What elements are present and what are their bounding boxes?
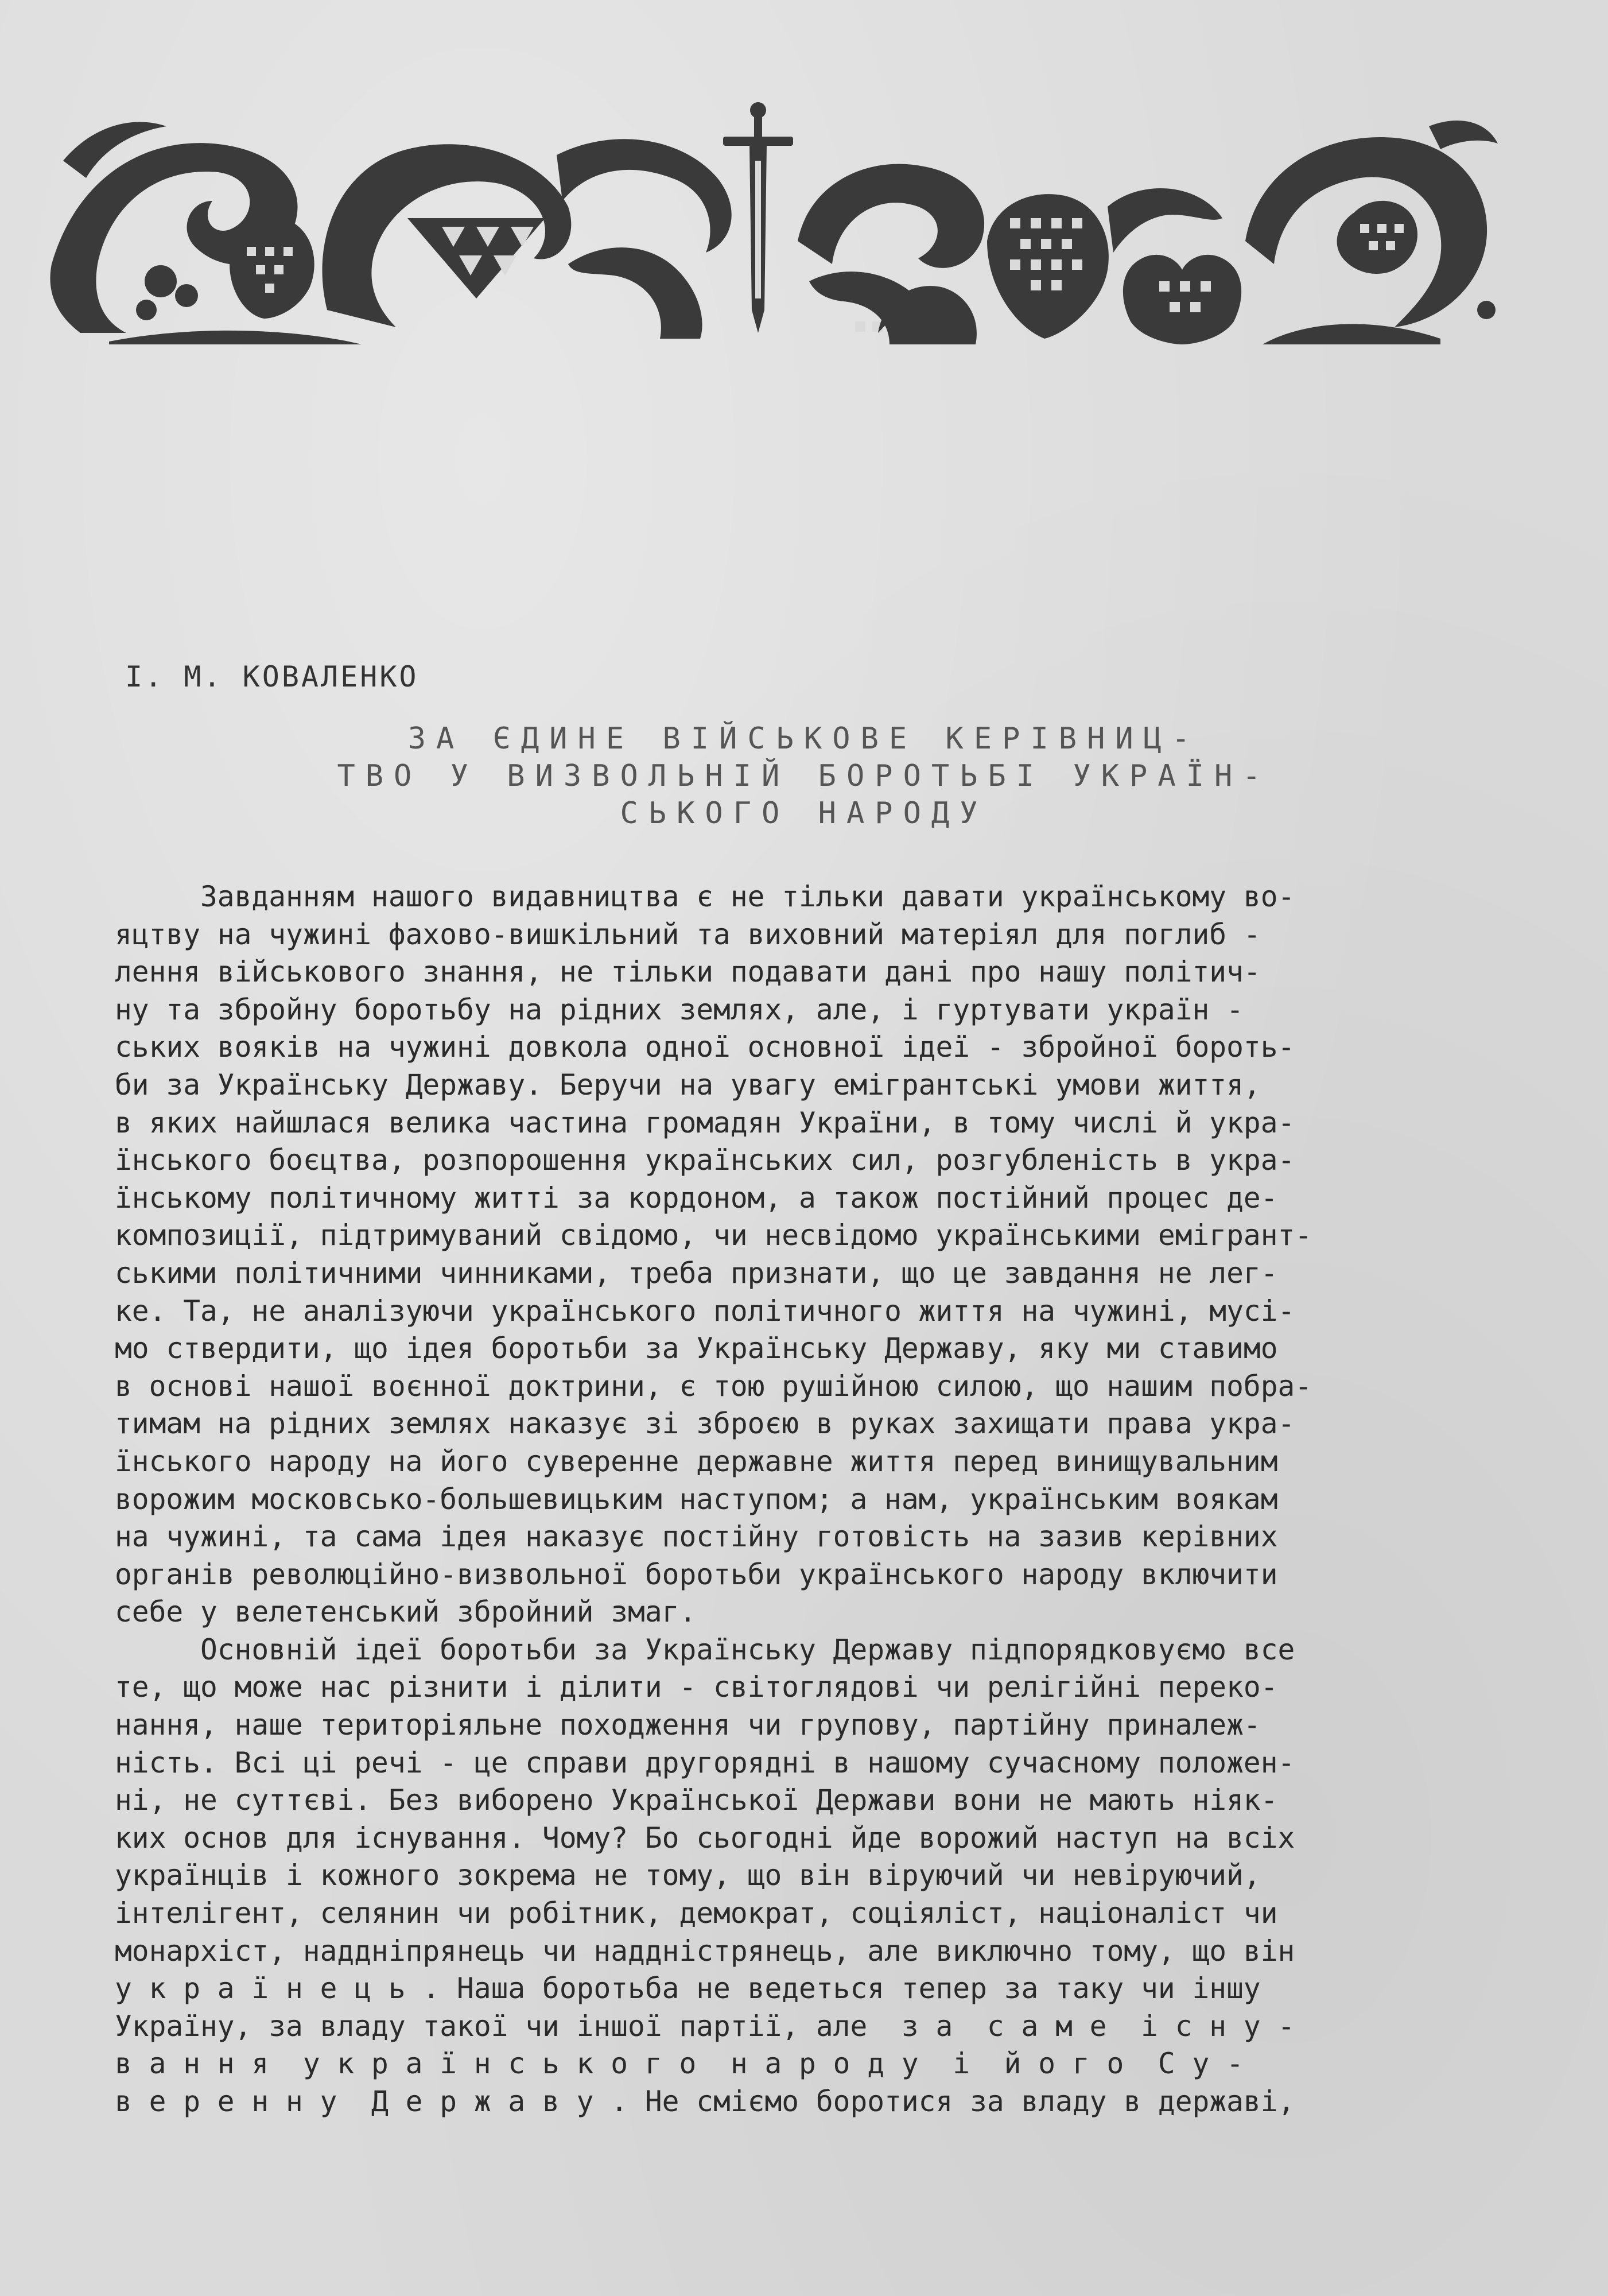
body-line: яцтву на чужині фахово-вишкільний та виховний матеріял для поглиб - [115,917,1261,951]
body-line: в основі нашої воєнної доктрини, є тою рушійною силою, що нашим побра- [115,1369,1312,1403]
body-line: нання, наше територіяльне походження чи групову, партійну приналеж- [115,1708,1261,1742]
body-line: лення військового знання, не тільки подавати дані про нашу політич- [115,955,1261,989]
body-line: те, що може нас різнити і ділити - світоглядові чи релігійні переко- [115,1670,1278,1704]
body-line: тимам на рідних землях наказує зі зброєю в руках захищати права укра- [115,1407,1295,1441]
body-line: ських вояків на чужині довкола одної основної ідеї - збройної бороть- [115,1030,1295,1064]
article-body [115,878,1527,2121]
body-line: їнському політичному житті за кордоном, а також постійний процес де- [115,1181,1278,1215]
body-line: в е р е н н у Д е р ж а в у . Не сміємо боротися за владу в державі, [115,2085,1295,2118]
body-line: у к р а ї н е ц ь . Наша боротьба не ведеться тепер за таку чи іншу [115,1972,1261,2006]
body-line: Завданням нашого видавництва є не тільки давати українському во- [115,880,1295,913]
author-byline: І. М. КОВАЛЕНКО [125,660,419,693]
body-line: ких основ для існування. Чому? Бо сьогодні йде ворожий наступ на всіх [115,1821,1295,1855]
article-title [0,720,1608,832]
body-line: мо ствердити, що ідея боротьби за Українську Державу, яку ми ставимо [115,1332,1278,1366]
title-line: ЗА ЄДИНЕ ВІЙСЬКОВЕ КЕРІВНИЦ- [407,722,1201,756]
body-line: композиції, підтримуваний свідомо, чи несвідомо українськими емігрант- [115,1219,1312,1252]
body-line: органів революційно-визвольної боротьби українського народу включити [115,1557,1278,1591]
title-line: СЬКОГО НАРОДУ [620,796,988,831]
body-line: Україну, за владу такої чи іншої партії, але з а с а м е і с н у - [115,2009,1295,2043]
ornamental-header-illustration [40,92,1498,344]
body-line: ну та збройну боротьбу на рідних землях, але, і гуртувати україн - [115,992,1244,1026]
body-line: себе у велетенський збройний змаг. [115,1595,697,1629]
body-line: Основній ідеї боротьби за Українську Державу підпорядковуємо все [115,1632,1295,1666]
body-line: ність. Всі ці речі - це справи другорядні в нашому сучасному положен- [115,1746,1295,1779]
body-line: ні, не суттєві. Без виборено Української Держави вони не мають ніяк- [115,1783,1278,1817]
body-line: би за Українську Державу. Беручи на увагу емігрантські умови життя, [115,1068,1261,1102]
body-line: інтелігент, селянин чи робітник, демократ, соціяліст, націоналіст чи [115,1896,1278,1930]
body-line: монархіст, наддніпрянець чи наддністрянець, але виключно тому, що він [115,1934,1295,1968]
body-line: в яких найшлася велика частина громадян України, в тому числі й укра- [115,1106,1295,1139]
body-line: українців і кожного зокрема не тому, що він віруючий чи невіруючий, [115,1859,1261,1892]
body-line: ськими політичними чинниками, треба признати, що це завдання не лег- [115,1256,1278,1290]
body-line: ворожим московсько-большевицьким наступом; а нам, українським воякам [115,1482,1278,1516]
body-line: в а н н я у к р а ї н с ь к о г о н а р о д у і й о г о С у - [115,2047,1244,2081]
body-line: ке. Та, не аналізуючи українського політичного життя на чужині, мусі- [115,1294,1295,1328]
body-line: на чужині, та сама ідея наказує постійну готовість на зазив керівних [115,1520,1278,1554]
title-line: ТВО У ВИЗВОЛЬНІЙ БОРОТЬБІ УКРАЇН- [337,759,1271,793]
body-line: їнського народу на його суверенне державне життя перед винищувальним [115,1444,1278,1478]
body-line: їнського боєцтва, розпорошення українських сил, розгубленість в укра- [115,1143,1295,1177]
